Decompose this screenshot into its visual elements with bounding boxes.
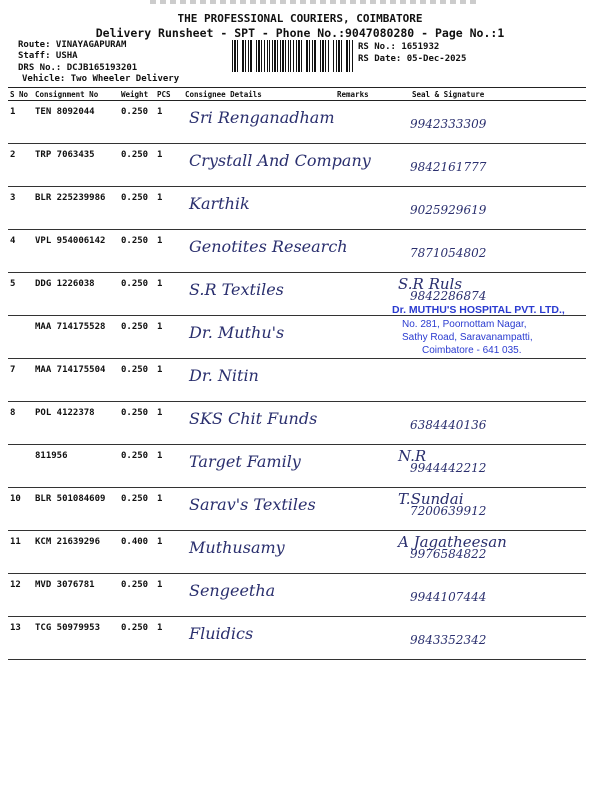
cell-pcs: 1 (155, 574, 183, 617)
cell-pcs: 1 (155, 187, 183, 230)
cell-consignee (183, 574, 335, 617)
cell-consignee (183, 359, 335, 402)
consignee-handwriting: Fluidics (189, 624, 254, 643)
cell-sno: 8 (8, 402, 33, 445)
col-seal: Seal & Signature (390, 88, 586, 101)
cell-signature (390, 617, 586, 660)
cell-weight: 0.250 (119, 402, 155, 445)
cell-consignment-no: BLR 501084609 (33, 488, 119, 531)
signature-handwriting: A Jagatheesan (398, 533, 507, 551)
cell-consignment-no: POL 4122378 (33, 402, 119, 445)
cell-sno: 13 (8, 617, 33, 660)
cell-sno: 4 (8, 230, 33, 273)
cell-consignee (183, 531, 335, 574)
cell-sno: 10 (8, 488, 33, 531)
col-sno: S No (8, 88, 33, 101)
consignee-handwriting: Muthusamy (189, 538, 285, 557)
cell-sno (8, 445, 33, 488)
cell-weight: 0.250 (119, 574, 155, 617)
cell-signature (390, 144, 586, 187)
cell-remarks (335, 187, 390, 230)
cell-weight: 0.250 (119, 230, 155, 273)
table-row (8, 144, 586, 187)
vehicle-label: Vehicle: Two Wheeler Delivery (22, 74, 180, 84)
hospital-stamp (392, 304, 592, 356)
col-consignment: Consignment No (33, 88, 119, 101)
cell-remarks (335, 531, 390, 574)
table-row (8, 101, 586, 144)
cell-consignment-no: TCG 50979953 (33, 617, 119, 660)
route-label: Route: VINAYAGAPURAM (18, 40, 127, 50)
consignee-handwriting: Karthik (189, 194, 250, 213)
cell-weight: 0.250 (119, 445, 155, 488)
cell-pcs: 1 (155, 230, 183, 273)
consignee-handwriting: Sarav's Textiles (189, 495, 316, 514)
col-consignee: Consignee Details (183, 88, 335, 101)
signature-phone: 6384440136 (410, 418, 487, 432)
signature-phone: 9843352342 (410, 633, 487, 647)
cell-remarks (335, 359, 390, 402)
signature-handwriting: T.Sundai (398, 490, 464, 508)
signature-handwriting: N.R (398, 447, 427, 465)
consignee-handwriting: Genotites Research (189, 237, 348, 256)
cell-signature (390, 574, 586, 617)
col-weight: Weight (119, 88, 155, 101)
cell-signature (390, 101, 586, 144)
cell-pcs: 1 (155, 273, 183, 316)
cell-sno: 11 (8, 531, 33, 574)
cell-consignment-no: MVD 3076781 (33, 574, 119, 617)
cell-pcs: 1 (155, 488, 183, 531)
rs-number: RS No.: 1651932 (358, 42, 440, 52)
col-pcs: PCS (155, 88, 183, 101)
signature-phone: 9976584822 (410, 547, 487, 561)
cell-sno: 5 (8, 273, 33, 316)
cell-remarks (335, 488, 390, 531)
consignee-handwriting: Sengeetha (189, 581, 276, 600)
cell-pcs: 1 (155, 101, 183, 144)
cell-consignee (183, 144, 371, 187)
cell-signature (390, 187, 586, 230)
consignee-handwriting: Target Family (189, 452, 301, 471)
consignee-handwriting: Dr. Muthu's (189, 323, 285, 342)
cell-weight: 0.250 (119, 488, 155, 531)
cell-remarks (335, 445, 390, 488)
cell-weight: 0.250 (119, 144, 155, 187)
rs-date: RS Date: 05-Dec-2025 (358, 54, 467, 64)
delivery-table (8, 87, 586, 660)
cell-consignee (183, 617, 335, 660)
cell-pcs: 1 (155, 445, 183, 488)
table-header-row (8, 88, 586, 101)
cell-pcs: 1 (155, 144, 183, 187)
signature-handwriting: S.R Ruls (398, 275, 463, 293)
cell-consignment-no: TRP 7063435 (33, 144, 119, 187)
cell-consignee (183, 230, 348, 273)
cell-pcs: 1 (155, 359, 183, 402)
cell-signature (390, 445, 586, 488)
cell-weight: 0.250 (119, 101, 155, 144)
cell-remarks (335, 273, 390, 316)
table-row (8, 187, 586, 230)
signature-phone: 9842161777 (410, 160, 487, 174)
cell-weight: 0.250 (119, 617, 155, 660)
cell-pcs: 1 (155, 531, 183, 574)
signature-phone: 9944107444 (410, 590, 487, 604)
signature-phone: 9944442212 (410, 461, 487, 475)
cell-sno: 2 (8, 144, 33, 187)
signature-phone: 7200639912 (410, 504, 487, 518)
cell-signature (390, 230, 586, 273)
cell-consignee (183, 273, 335, 316)
table-row (8, 488, 586, 531)
cell-consignment-no: KCM 21639296 (33, 531, 119, 574)
cell-signature (390, 488, 586, 531)
cell-consignment-no: TEN 8092044 (33, 101, 119, 144)
company-title: THE PROFESSIONAL COURIERS, COIMBATORE (177, 12, 423, 25)
cell-consignee (183, 488, 335, 531)
barcode-gaps (232, 40, 354, 72)
signature-phone: 9842286874 (410, 289, 487, 303)
stamp-name: Dr. MUTHU'S HOSPITAL PVT. LTD., (392, 304, 565, 316)
cell-sno: 3 (8, 187, 33, 230)
cell-remarks (335, 617, 390, 660)
cell-remarks (335, 574, 390, 617)
cell-pcs: 1 (155, 316, 183, 359)
cell-consignment-no: 811956 (33, 445, 119, 488)
consignee-handwriting: Crystall And Company (189, 151, 371, 170)
signature-phone: 7871054802 (410, 246, 487, 260)
stamp-line2: Sathy Road, Saravanampatti, (402, 332, 533, 343)
cell-weight: 0.250 (119, 273, 155, 316)
top-edge-strip (150, 0, 480, 4)
cell-pcs: 1 (155, 617, 183, 660)
table-row (8, 531, 586, 574)
cell-weight: 0.400 (119, 531, 155, 574)
signature-phone: 9025929619 (410, 203, 487, 217)
consignee-handwriting: SKS Chit Funds (189, 409, 318, 428)
cell-pcs: 1 (155, 402, 183, 445)
staff-label: Staff: USHA (18, 51, 78, 61)
cell-signature (390, 531, 586, 574)
table-row (8, 230, 586, 273)
table-row (8, 359, 586, 402)
consignee-handwriting: Dr. Nitin (189, 366, 259, 385)
cell-consignee (183, 316, 335, 359)
cell-sno (8, 316, 33, 359)
table-row (8, 617, 586, 660)
stamp-line3: Coimbatore - 641 035. (422, 345, 522, 356)
cell-consignment-no: DDG 1226038 (33, 273, 119, 316)
table-row (8, 445, 586, 488)
cell-sno: 7 (8, 359, 33, 402)
consignee-handwriting: S.R Textiles (189, 280, 284, 299)
consignee-handwriting: Sri Renganadham (189, 108, 335, 127)
cell-consignment-no: MAA 714175504 (33, 359, 119, 402)
cell-signature (390, 402, 586, 445)
cell-sno: 1 (8, 101, 33, 144)
cell-sno: 12 (8, 574, 33, 617)
cell-consignment-no: MAA 714175528 (33, 316, 119, 359)
cell-weight: 0.250 (119, 359, 155, 402)
drs-number: DRS No.: DCJB165193201 (18, 63, 138, 73)
cell-signature (390, 359, 586, 402)
cell-consignee (183, 187, 335, 230)
table-row (8, 402, 586, 445)
cell-consignee (183, 101, 335, 144)
cell-remarks (335, 402, 390, 445)
runsheet-subtitle: Delivery Runsheet - SPT - Phone No.:9047080280 - Page No.:1 (95, 26, 505, 40)
table-row (8, 574, 586, 617)
cell-consignee (183, 402, 335, 445)
signature-phone: 9942333309 (410, 117, 487, 131)
cell-remarks (335, 316, 390, 359)
col-remarks: Remarks (335, 88, 390, 101)
cell-consignment-no: BLR 225239986 (33, 187, 119, 230)
stamp-line1: No. 281, Poornottam Nagar, (402, 319, 527, 330)
cell-weight: 0.250 (119, 316, 155, 359)
cell-remarks (335, 101, 390, 144)
cell-consignee (183, 445, 335, 488)
cell-weight: 0.250 (119, 187, 155, 230)
cell-consignment-no: VPL 954006142 (33, 230, 119, 273)
